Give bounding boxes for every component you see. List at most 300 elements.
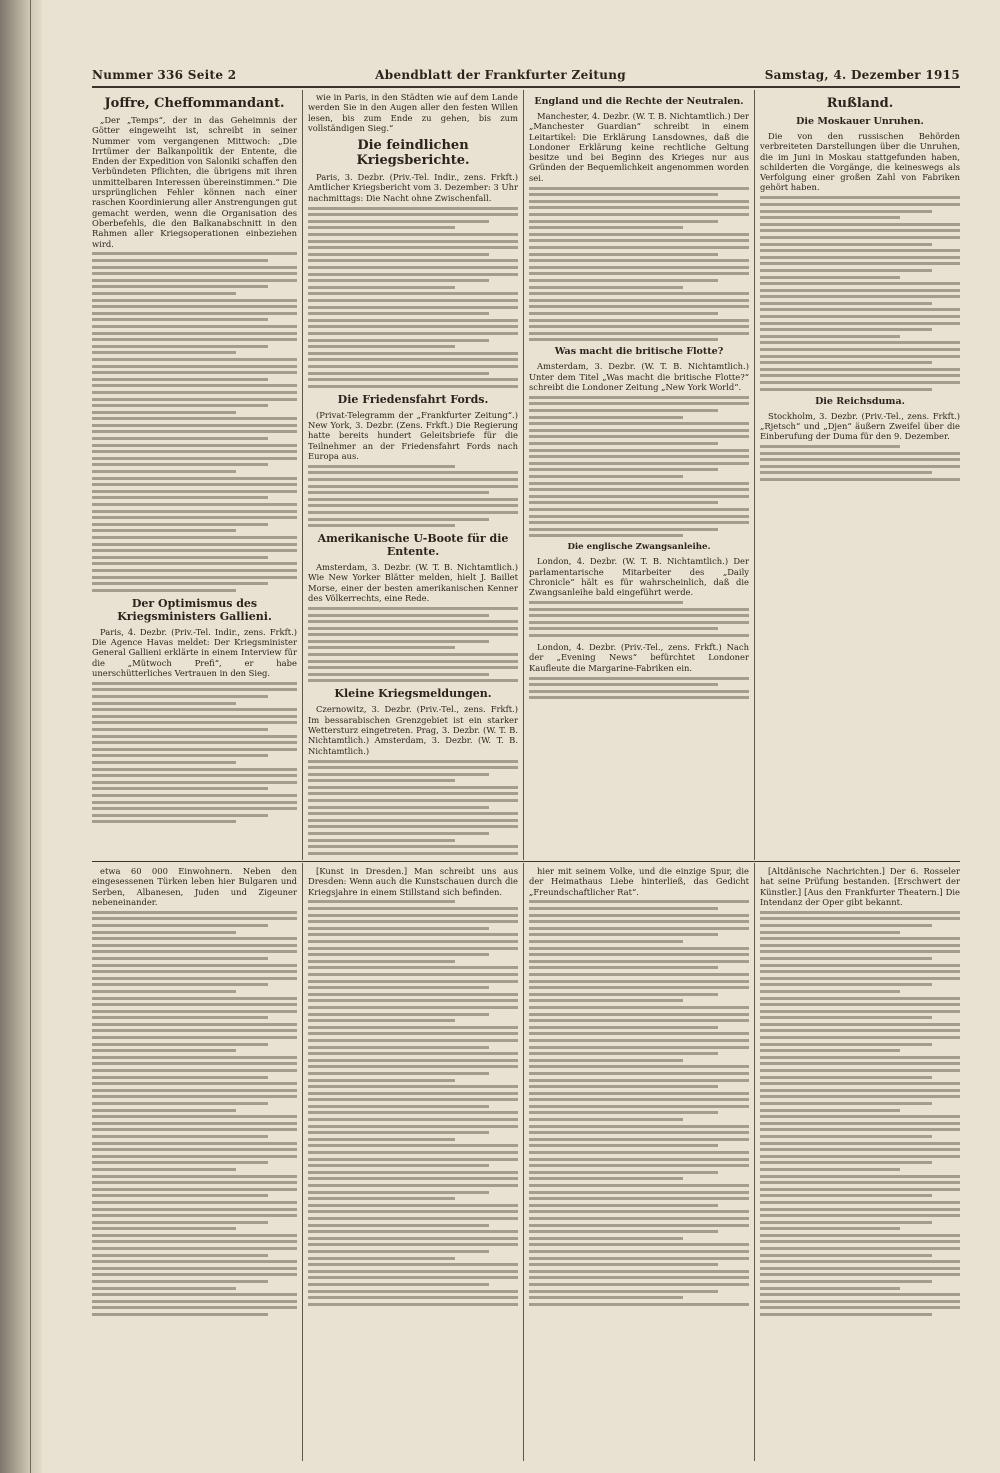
- text-line: [529, 396, 749, 399]
- text-line: [760, 341, 960, 344]
- column-rule: [523, 863, 524, 1461]
- text-line: [92, 351, 236, 354]
- text-line: [529, 429, 749, 432]
- feuilleton-column-3: [529, 866, 749, 1456]
- text-line: [529, 449, 749, 452]
- text-line: [760, 957, 932, 960]
- text-line: [308, 973, 518, 976]
- text-line: [529, 515, 749, 518]
- text-line: [308, 1177, 518, 1180]
- text-line: [92, 754, 268, 757]
- text-line: [308, 498, 518, 501]
- text-line: [92, 305, 297, 308]
- text-line: [308, 839, 455, 842]
- text-line: [92, 483, 297, 486]
- column-3: [529, 92, 749, 856]
- article: [760, 116, 960, 391]
- text-line: [308, 511, 518, 514]
- text-line: [529, 1237, 683, 1240]
- page-header: [92, 64, 960, 86]
- text-line: [308, 660, 518, 663]
- text-line: [92, 516, 297, 519]
- text-line: [308, 607, 518, 610]
- text-line: [529, 266, 749, 269]
- text-line: [760, 1095, 960, 1098]
- text-line: [308, 993, 518, 996]
- text-line: [529, 1072, 749, 1075]
- text-line: [529, 409, 718, 412]
- text-line: [92, 266, 297, 269]
- binding-gutter: [0, 0, 42, 1473]
- text-line: [92, 964, 297, 967]
- text-line: [92, 1082, 297, 1085]
- text-line: [760, 1287, 900, 1290]
- text-line: [529, 1303, 749, 1306]
- text-line: [529, 1250, 749, 1253]
- text-line: [92, 774, 297, 777]
- article-headline: Der Optimismus des Kriegsministers Gallieni.: [117, 596, 272, 623]
- text-line: [308, 999, 518, 1002]
- text-line: [92, 1102, 268, 1105]
- text-line: [760, 1076, 932, 1079]
- text-line: [760, 1181, 960, 1184]
- article: [92, 96, 297, 592]
- text-line: [760, 944, 960, 947]
- text-line: [92, 1023, 297, 1026]
- text-line: [760, 388, 932, 391]
- text-line: [760, 1148, 960, 1151]
- article-text: Paris, 4. Dezbr. (Priv.-Tel. Indir., zens. Frkft.) Die Agence Havas meldet: Der Kriegsminister General Gallieni erklärte in einem Interview für die „Mütwoch Prefi“, er habe unerschütterliches Vertrauen in den Sieg.: [92, 626, 297, 678]
- header-issue: Nummer 336 Seite 2: [92, 68, 237, 82]
- text-line: [529, 933, 718, 936]
- text-line: [308, 960, 455, 963]
- text-line: [760, 465, 960, 468]
- text-line: [529, 312, 718, 315]
- text-line: [92, 1247, 297, 1250]
- article-text: wie in Paris, in den Städten wie auf dem Lande werden Sie in den Augen aller den festen Willen lesen, bis zum Ende zu gehen, bis zum vollständigen Sieg.“: [308, 92, 518, 133]
- text-line: [760, 1023, 960, 1026]
- text-line: [92, 450, 297, 453]
- text-line: [308, 1059, 518, 1062]
- text-line: [760, 1029, 960, 1032]
- text-line: [92, 1194, 268, 1197]
- text-line: [308, 299, 518, 302]
- text-line: [760, 262, 960, 265]
- text-line: [529, 1290, 718, 1293]
- article-text: Stockholm, 3. Dezbr. (Priv.-Tel., zens. Frkft.) „Rjetsch“ und „Djen“ äußern Zweifel über die Einberufung der Duma für den 9. Dezember.: [760, 410, 960, 442]
- article: [308, 92, 518, 133]
- text-line: [529, 1263, 718, 1266]
- text-line: [92, 1155, 297, 1158]
- text-line: [92, 496, 268, 499]
- text-line: [92, 924, 268, 927]
- text-line: [92, 470, 236, 473]
- text-line: [92, 332, 297, 335]
- text-line: [760, 1280, 932, 1283]
- text-line: [308, 378, 518, 381]
- text-line: [308, 920, 518, 923]
- text-line: [92, 688, 297, 691]
- text-line: [92, 523, 268, 526]
- article-headline: Rußland.: [826, 96, 894, 111]
- text-line: [92, 279, 297, 282]
- article-text: London, 4. Dezbr. (Priv.-Tel., zens. Frkft.) Nach der „Evening News“ befürchtet Londoner Kaufleute die Margarine-Fabriken ein.: [529, 642, 749, 673]
- text-line: [308, 1276, 518, 1279]
- text-line: [92, 424, 297, 427]
- text-line: [308, 1013, 489, 1016]
- text-line: [760, 295, 960, 298]
- text-line: [92, 1029, 297, 1032]
- article-headline: Joffre, Cheffommandant.: [104, 96, 285, 111]
- text-line: [529, 253, 718, 256]
- text-line: [308, 779, 455, 782]
- text-line: [529, 534, 683, 537]
- article-text: Amsterdam, 3. Dezbr. (W. T. B. Nichtamtlich.) Unter dem Titel „Was macht die britische Flotte?“ schreibt die Londoner Zeitung „New York World“.: [529, 361, 749, 392]
- text-line: [760, 931, 900, 934]
- text-line: [308, 518, 489, 521]
- text-line: [529, 239, 749, 242]
- text-line: [529, 442, 718, 445]
- article: [308, 393, 518, 527]
- article: [308, 138, 518, 388]
- text-line: [529, 1098, 749, 1101]
- text-line: [92, 1287, 236, 1290]
- feuilleton-text: [Kunst in Dresden.] Man schreibt uns aus Dresden: Wenn auch die Kunstschauen durch die Kriegsjahre in einem Stillstand sich befinden.: [308, 866, 518, 897]
- column-2: [308, 92, 518, 856]
- article-headline: Amerikanische U-Boote für die Entente.: [317, 532, 509, 559]
- text-line: [308, 1072, 489, 1075]
- text-line: [308, 1158, 518, 1161]
- text-line: [529, 200, 749, 203]
- text-line: [760, 1109, 900, 1112]
- text-line: [529, 292, 749, 295]
- text-line: [760, 348, 960, 351]
- text-line: [529, 1079, 749, 1082]
- text-line: [92, 589, 236, 592]
- text-line: [308, 266, 518, 269]
- text-line: [308, 253, 489, 256]
- text-line: [308, 653, 518, 656]
- text-line: [308, 312, 489, 315]
- text-line: [92, 721, 297, 724]
- text-line: [760, 302, 932, 305]
- text-line: [308, 1131, 489, 1134]
- text-line: [760, 1306, 960, 1309]
- text-line: [529, 1158, 749, 1161]
- article-headline: England und die Rechte der Neutralen.: [534, 96, 744, 107]
- article-text: (Privat-Telegramm der „Frankfurter Zeitung“.) New York, 3. Dezbr. (Zens. Frkft.) Die Regierung hatte bereits hundert Geleitsbriefe für die Teilnehmer an der Friedensfahrt Fords nach Europa aus.: [308, 409, 518, 461]
- text-line: [529, 1276, 749, 1279]
- text-line: [92, 1161, 268, 1164]
- text-line: [529, 475, 683, 478]
- text-line: [760, 1208, 960, 1211]
- text-line: [308, 1204, 518, 1207]
- text-line: [308, 1296, 518, 1299]
- article-headline: Die Reichsduma.: [815, 395, 905, 407]
- feuilleton-text: hier mit seinem Volke, und die einzige Spur, die der Heimathaus Liebe hinterließ, das Gedicht „Freundschaftlicher Rat“.: [529, 866, 749, 897]
- text-line: [92, 463, 268, 466]
- text-line: [92, 365, 297, 368]
- text-line: [92, 911, 297, 914]
- text-line: [760, 374, 960, 377]
- text-line: [308, 213, 518, 216]
- text-line: [92, 917, 297, 920]
- text-line: [92, 503, 297, 506]
- text-line: [308, 524, 455, 527]
- text-line: [308, 465, 455, 468]
- text-line: [92, 748, 297, 751]
- text-line: [760, 1016, 932, 1019]
- text-line: [92, 1168, 236, 1171]
- text-line: [308, 1105, 489, 1108]
- text-line: [308, 852, 518, 855]
- text-line: [308, 620, 518, 623]
- text-line: [308, 666, 518, 669]
- text-line: [92, 682, 297, 685]
- text-line: [760, 282, 960, 285]
- text-line: [529, 999, 683, 1002]
- text-line: [308, 1210, 518, 1213]
- text-line: [529, 1164, 749, 1167]
- text-line: [760, 452, 960, 455]
- text-line: [760, 1175, 960, 1178]
- text-line: [308, 358, 518, 361]
- text-line: [308, 345, 455, 348]
- text-line: [529, 233, 749, 236]
- text-line: [760, 1194, 932, 1197]
- text-line: [760, 1313, 932, 1316]
- text-line: [529, 966, 718, 969]
- text-line: [529, 621, 749, 624]
- text-line: [308, 1270, 518, 1273]
- text-line: [92, 490, 297, 493]
- text-line: [92, 1043, 268, 1046]
- text-line: [760, 1168, 900, 1171]
- text-line: [529, 462, 749, 465]
- text-line: [308, 1111, 518, 1114]
- text-line: [92, 1128, 297, 1131]
- text-line: [760, 1240, 960, 1243]
- text-line: [529, 1204, 718, 1207]
- text-line: [92, 1089, 297, 1092]
- text-line: [308, 940, 518, 943]
- text-line: [308, 980, 518, 983]
- article-text: „Der „Temps“, der in das Geheimnis der Götter eingeweiht ist, schreibt in seiner Nummer vom vergangenen Mittwoch: „Die Irrtümer der Balkanpolitik der Entente, die Enden der Expedition von Saloniki schaffen den Verbündeten Pflichten, die übrigens mit ihren unmittelbaren Interessen übereinstimmen.“ Die ursprünglichen Fehler können nach einer raschen Koordinierung aller Anstrengungen gut gemacht werden, wenn die Organisation des Oberbefehls, die den Balkanabschnitt in den Rahmen aller Kriegsoperationen einbeziehen wird.: [92, 115, 297, 249]
- article-text: Die von den russischen Behörden verbreiteten Darstellungen über die Unruhen, die im Juni in Moskau stattgefunden haben, schilderten die Vorgänge, die keineswegs als Verfolgung einer großen Zahl von Fabriken gehört haben.: [760, 131, 960, 193]
- text-line: [529, 614, 749, 617]
- text-line: [529, 907, 718, 910]
- text-line: [92, 708, 297, 711]
- column-rule: [754, 90, 755, 860]
- text-line: [760, 223, 960, 226]
- text-line: [529, 953, 749, 956]
- text-line: [760, 1300, 960, 1303]
- article: [760, 396, 960, 481]
- text-line: [92, 781, 297, 784]
- text-line: [92, 1300, 297, 1303]
- article-headline: Was macht die britische Flotte?: [554, 346, 724, 358]
- text-line: [529, 1171, 718, 1174]
- text-line: [308, 279, 489, 282]
- text-line: [92, 1036, 297, 1039]
- text-line: [308, 786, 518, 789]
- text-line: [308, 766, 518, 769]
- text-line: [760, 289, 960, 292]
- text-line: [92, 957, 268, 960]
- text-line: [308, 1184, 518, 1187]
- text-line: [308, 914, 518, 917]
- text-line: [92, 1221, 268, 1224]
- text-line: [308, 1032, 518, 1035]
- text-line: [308, 1171, 518, 1174]
- text-line: [529, 468, 718, 471]
- text-line: [529, 206, 749, 209]
- text-line: [92, 695, 268, 698]
- text-line: [760, 1122, 960, 1125]
- text-line: [760, 964, 960, 967]
- text-line: [308, 792, 518, 795]
- text-line: [760, 1267, 960, 1270]
- text-line: [760, 203, 960, 206]
- text-line: [92, 299, 297, 302]
- text-line: [308, 1006, 518, 1009]
- text-line: [92, 477, 297, 480]
- text-line: [92, 735, 297, 738]
- text-line: [529, 435, 749, 438]
- text-line: [92, 787, 268, 790]
- text-line: [308, 1243, 518, 1246]
- text-line: [92, 1254, 268, 1257]
- text-line: [92, 549, 297, 552]
- text-line: [92, 404, 268, 407]
- text-line: [529, 1046, 749, 1049]
- text-line: [308, 332, 518, 335]
- text-line: [308, 504, 518, 507]
- text-line: [529, 332, 749, 335]
- text-line: [308, 825, 518, 828]
- text-line: [308, 845, 518, 848]
- text-line: [760, 196, 960, 199]
- text-line: [308, 273, 518, 276]
- text-line: [760, 937, 960, 940]
- text-line: [760, 210, 932, 213]
- text-line: [760, 1201, 960, 1204]
- text-line: [760, 256, 960, 259]
- text-line: [308, 1079, 455, 1082]
- text-line: [529, 482, 749, 485]
- text-line: [529, 422, 749, 425]
- text-line: [760, 1135, 932, 1138]
- text-line: [529, 305, 749, 308]
- text-line: [92, 1227, 236, 1230]
- text-line: [529, 501, 718, 504]
- text-line: [308, 1164, 489, 1167]
- text-line: [92, 576, 297, 579]
- feuilleton-rule: [92, 861, 960, 862]
- text-line: [529, 690, 749, 693]
- text-line: [308, 832, 489, 835]
- text-line: [308, 1197, 455, 1200]
- text-line: [308, 1191, 489, 1194]
- text-line: [308, 491, 489, 494]
- text-line: [529, 696, 749, 699]
- text-line: [308, 1151, 518, 1154]
- text-line: [760, 1247, 960, 1250]
- article-text: London, 4. Dezbr. (W. T. B. Nichtamtlich.) Der parlamentarische Mitarbeiter des „Daily Chronicle“ hält es für wahrscheinlich, daß die Zwangsanleihe bald eingeführt werde.: [529, 556, 749, 598]
- text-line: [529, 1151, 749, 1154]
- text-line: [308, 1224, 489, 1227]
- text-line: [92, 1214, 297, 1217]
- article: [760, 96, 960, 111]
- text-line: [308, 246, 518, 249]
- text-line: [92, 1293, 297, 1296]
- text-line: [529, 601, 683, 604]
- text-line: [760, 335, 900, 338]
- text-line: [308, 1118, 518, 1121]
- text-line: [308, 1085, 518, 1088]
- text-line: [760, 977, 960, 980]
- column-rule: [523, 90, 524, 860]
- text-line: [92, 1306, 297, 1309]
- text-line: [308, 633, 518, 636]
- text-line: [529, 319, 749, 322]
- text-line: [529, 521, 749, 524]
- text-line: [760, 368, 960, 371]
- text-line: [308, 233, 518, 236]
- text-line: [308, 966, 518, 969]
- column-1: [92, 92, 297, 856]
- article: [529, 542, 749, 637]
- text-line: [92, 1175, 297, 1178]
- text-line: [308, 220, 489, 223]
- text-line: [92, 1240, 297, 1243]
- text-line: [760, 445, 900, 448]
- text-line: [92, 820, 236, 823]
- text-line: [529, 455, 749, 458]
- text-line: [308, 986, 489, 989]
- text-line: [308, 947, 518, 950]
- text-line: [308, 1052, 518, 1055]
- text-line: [92, 931, 236, 934]
- article-text: Amsterdam, 3. Dezbr. (W. T. B. Nichtamtlich.) Wie New Yorker Blätter melden, hielt J. Baillet Morse, einer der besten amerikanischen Kenner des Völkerrechts, eine Rede.: [308, 562, 518, 604]
- text-line: [529, 1052, 718, 1055]
- text-line: [529, 677, 749, 680]
- text-line: [760, 361, 932, 364]
- text-line: [760, 924, 932, 927]
- text-line: [308, 907, 518, 910]
- text-line: [308, 1144, 518, 1147]
- text-line: [529, 1224, 749, 1227]
- text-line: [760, 308, 960, 311]
- text-line: [529, 1125, 749, 1128]
- text-line: [529, 402, 749, 405]
- text-line: [308, 306, 518, 309]
- header-rule: [92, 86, 960, 88]
- text-line: [92, 1181, 297, 1184]
- text-line: [308, 352, 518, 355]
- text-line: [92, 807, 297, 810]
- text-line: [92, 1016, 268, 1019]
- text-line: [760, 471, 932, 474]
- text-line: [92, 338, 297, 341]
- column-4: [760, 92, 960, 856]
- header-masthead: Abendblatt der Frankfurter Zeitung: [375, 68, 626, 82]
- text-line: [92, 252, 297, 255]
- text-line: [308, 927, 489, 930]
- text-line: [529, 1184, 749, 1187]
- text-line: [760, 315, 960, 318]
- text-line: [308, 207, 518, 210]
